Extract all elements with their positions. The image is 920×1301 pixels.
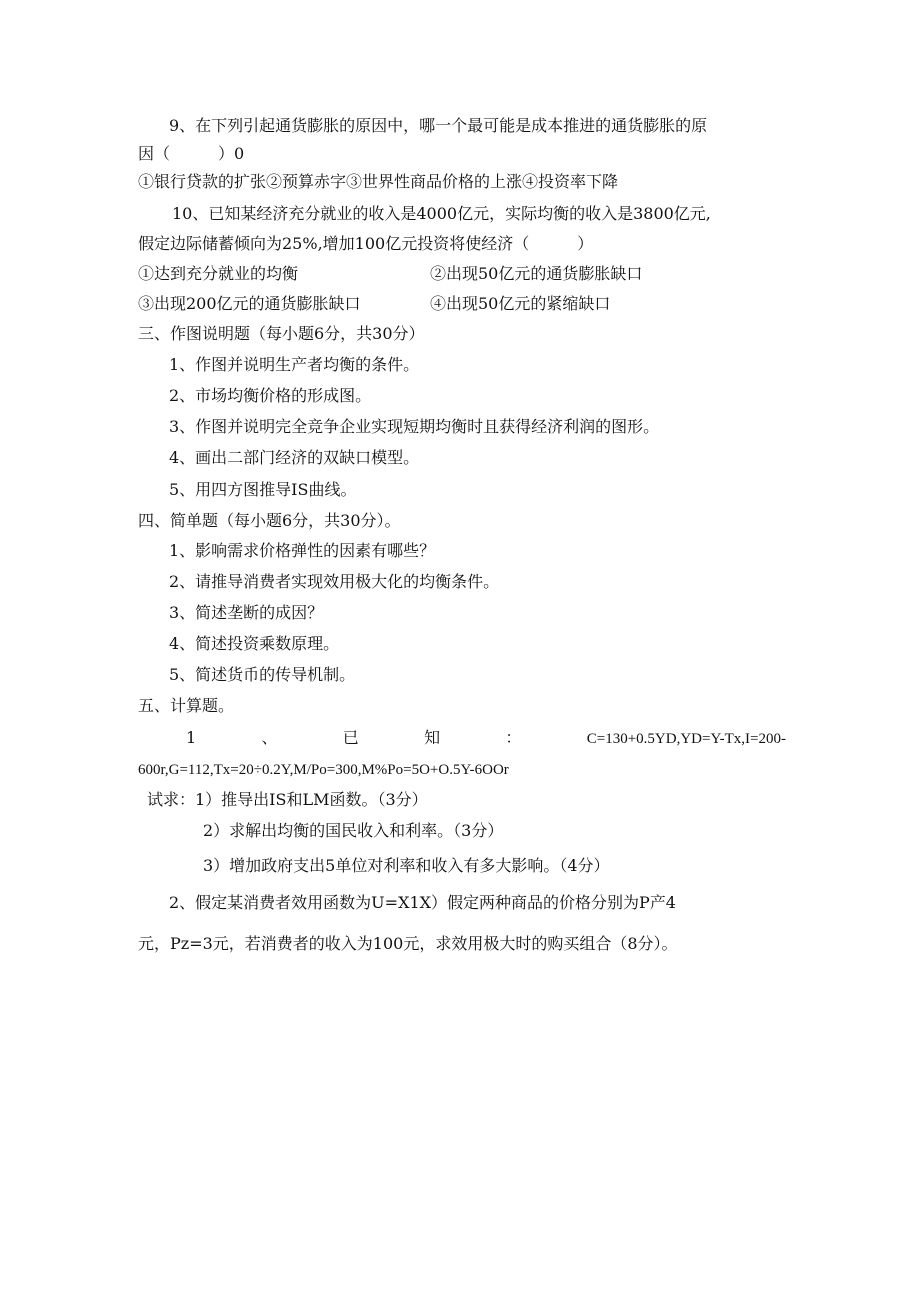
- calc-q1-formula-2: 600r,G=112,Tx=20÷0.2Y,M/Po=300,M%Po=5O+O.5Y-6OOr: [138, 762, 509, 778]
- q10-line1: 10、已知某经济充分就业的收入是4000亿元，实际均衡的收入是3800亿元,: [172, 204, 711, 223]
- q10-option-4: ④出现50亿元的紧缩缺口: [430, 294, 611, 313]
- section3-item-3: 3、作图并说明完全竞争企业实现短期均衡时且获得经济利润的图形。: [169, 417, 660, 436]
- section5-heading: 五、计算题。: [138, 696, 235, 715]
- calc-q1-word-2: 知: [424, 728, 441, 747]
- section3-heading: 三、作图说明题（每小题6分，共30分）: [138, 324, 425, 343]
- calc-q1-line1: [186, 728, 786, 749]
- calc-q1-word-1: 已: [342, 728, 359, 747]
- section4-item-2: 2、请推导消费者实现效用极大化的均衡条件。: [169, 572, 500, 591]
- section4-item-5: 5、简述货币的传导机制。: [169, 665, 356, 684]
- section3-item-5: 5、用四方图推导IS曲线。: [169, 480, 357, 499]
- section4-item-1: 1、影响需求价格弹性的因素有哪些？: [169, 541, 436, 560]
- q10-line2: 假定边际储蓄倾向为25%,增加100亿元投资将使经济（ ）: [138, 234, 594, 253]
- calc-q1-sub-3: 3）增加政府支出5单位对利率和收入有多大影响。（4分）: [203, 856, 610, 875]
- calc-q1-sub-1: 试求：1）推导出IS和LM函数。（3分）: [147, 790, 428, 809]
- section4-item-3: 3、简述垄断的成因？: [169, 603, 324, 622]
- section3-item-1: 1、作图并说明生产者均衡的条件。: [169, 355, 420, 374]
- calc-q2-line1: 2、假定某消费者效用函数为U=X1X）假定两种商品的价格分别为P产4: [169, 893, 676, 912]
- calc-q1-sub-2: 2）求解出均衡的国民收入和利率。（3分）: [203, 821, 504, 840]
- q9-line2: 因（ ）0: [138, 144, 245, 163]
- calc-q1-formula-1: C=130+0.5YD,YD=Y-Tx,I=200-: [586, 731, 786, 747]
- calc-q1-colon: ：: [505, 728, 522, 747]
- calc-q1-number: 1: [186, 728, 197, 747]
- q10-option-1: ①达到充分就业的均衡: [138, 264, 299, 283]
- q9-line1: 9、在下列引起通货膨胀的原因中，哪一个最可能是成本推进的通货膨胀的原: [169, 116, 708, 135]
- section3-item-2: 2、市场均衡价格的形成图。: [169, 386, 372, 405]
- section3-item-4: 4、画出二部门经济的双缺口模型。: [169, 448, 420, 467]
- calc-q2-line2: 元，Pz=3元，若消费者的收入为100元，求效用极大时的购买组合（8分）。: [138, 934, 678, 953]
- q10-option-2: ②出现50亿元的通货膨胀缺口: [430, 264, 643, 283]
- calc-q1-separator: 、: [261, 728, 278, 747]
- section4-heading: 四、简单题（每小题6分，共30分）。: [138, 511, 401, 530]
- q10-option-3: ③出现200亿元的通货膨胀缺口: [138, 294, 361, 313]
- q9-options: ①银行贷款的扩张②预算赤字③世界性商品价格的上涨④投资率下降: [138, 172, 619, 191]
- section4-item-4: 4、简述投资乘数原理。: [169, 634, 340, 653]
